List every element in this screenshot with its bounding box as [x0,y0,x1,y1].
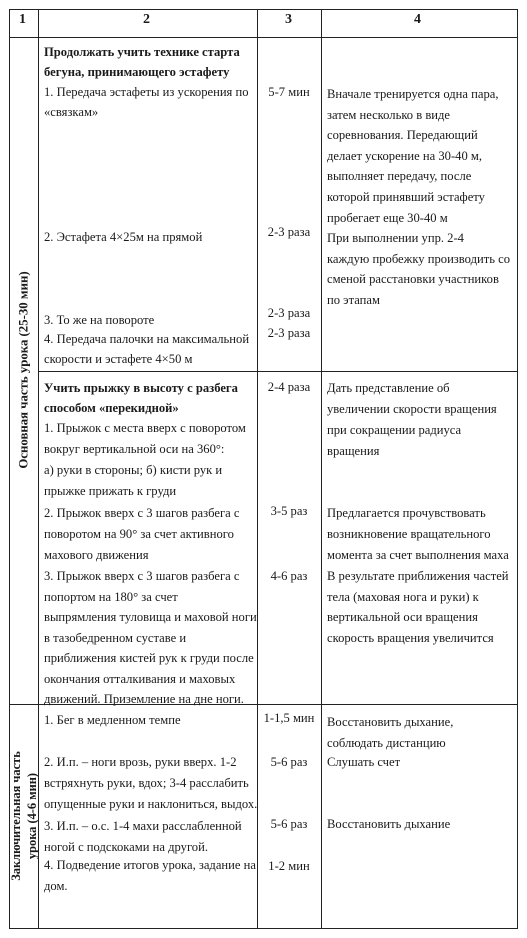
block1-note-line: выполняет передачу, после [327,169,472,184]
block1-note-line: каждую пробежку производить со [327,251,511,266]
header-col-1: 1 [19,12,26,27]
block2-item-2-note [327,503,509,566]
block2-item-3 [44,566,257,710]
block2-title-dose: 2-4 раза [267,380,311,394]
block2-item-1-line: а) руки в стороны; б) кисти рук и [44,463,223,477]
header-col-4: 4 [414,12,421,27]
block1-note-line: сменой расстановки участников [327,272,499,287]
header-col-2: 2 [143,12,150,27]
final-item-3 [44,816,242,858]
final-item-4-line: дом. [44,879,68,893]
block2-title [44,378,238,418]
final-item-1-note [327,712,453,754]
block2-item-3-note [327,566,509,648]
column-divider-3 [321,9,322,929]
block2-note-line: скорость вращения увеличится [327,630,494,645]
block1-note-line: Вначале тренируется одна пара, [327,87,499,101]
block1-item-4 [44,329,249,369]
table-border-right [517,9,518,929]
block2-item-1-line: вокруг вертикальной оси на 360°: [44,442,225,456]
block1-note-line: затем несколько в виде [327,107,451,122]
table-border-bottom [9,928,518,929]
final-item-2-line: опущенные руки и наклониться, выдох. [44,797,258,811]
block1-item-2: 2. Эстафета 4×25м на прямой [44,230,203,244]
block2-title-line-1: Учить прыжку в высоту с разбега [44,381,238,395]
block2-item-3-dose: 4-6 раз [270,569,308,583]
section-final-label-line-2: урока (4-6 мин) [25,772,39,860]
block1-note-line: пробегает еще 30-40 м [327,210,448,225]
header-col-3: 3 [285,12,292,27]
block2-title-line-2: способом «перекидной» [44,401,179,415]
final-item-2-line: встряхнуть руки, вдох; 3-4 расслабить [44,776,249,790]
final-item-3-line: ногой с подскоками на другой. [44,840,208,854]
block2-note-line: увеличении скорости вращения [327,402,497,416]
section-final-label [8,751,40,881]
block2-item-3-line: попортом на 180° за счет [44,589,178,604]
block2-note-line: тела (маховая нога и руки) к [327,589,479,604]
block1-item-3-dose: 2-3 раза [267,306,311,320]
block1-note-line: делает ускорение на 30-40 м, [327,148,483,163]
final-item-4-dose: 1-2 мин [268,859,310,873]
final-item-3-dose: 5-6 раз [270,817,308,831]
block2-item-1-line: прыжке прижать к груди [44,484,177,498]
block2-note-line: В результате приближения частей [327,569,509,583]
header-bottom-rule [9,37,518,38]
block2-item-1 [44,418,246,502]
block1-note-line: соревнования. Передающий [327,128,478,143]
final-item-3-note: Восстановить дыхание [327,817,451,831]
final-item-1: 1. Бег в медленном темпе [44,713,181,727]
block1-title [44,42,240,82]
section-final-label-line-1: Заключительная часть [9,751,23,881]
block2-item-2-dose: 3-5 раз [270,504,308,518]
section-main-label: Основная часть урока (25-30 мин) [16,271,31,469]
block2-item-1-line: 1. Прыжок с места вверх с поворотом [44,421,246,435]
block1-item-4-line-2: скорости и эстафете 4×50 м [44,352,193,366]
block2-item-3-line: приближения кистей рук к груди после [44,651,254,665]
block1-notes-1 [327,84,499,228]
block1-item-4-line-1: 4. Передача палочки на максимальной [44,332,250,346]
block1-notes-2 [327,228,510,310]
final-note-line: Восстановить дыхание, [327,715,454,729]
block2-note-line: вертикальной оси вращения [327,610,478,624]
block2-item-3-line: окончания отталкивания и маховых [44,671,236,686]
block1-item-1-line-2: «связкам» [44,105,99,119]
final-note-line: соблюдать дистанцию [327,736,446,750]
block2-item-2-line: 2. Прыжок вверх с 3 шагов разбега с [44,506,240,520]
block1-item-3: 3. То же на повороте [44,313,155,327]
block1-note-line: которой принявший эстафету [327,189,485,204]
final-item-2-line: 2. И.п. – ноги врозь, руки вверх. 1-2 [44,755,237,769]
block1-note-line: по этапам [327,292,380,307]
block-divider-rule [38,371,518,372]
block2-note-line: Предлагается прочувствовать [327,506,486,520]
block2-title-note [327,378,497,462]
block2-item-3-line: в тазобедренном суставе и [44,630,187,645]
block1-title-line-2: бегуна, принимающего эстафету [44,65,230,79]
block2-note-line: возникновение вращательного [327,527,491,541]
final-item-3-line: 3. И.п. – о.с. 1-4 махи расслабленной [44,819,242,833]
block2-note-line: вращения [327,444,380,458]
block2-item-3-line: 3. Прыжок вверх с 3 шагов разбега с [44,569,240,583]
final-item-4-line: 4. Подведение итогов урока, задание на [44,858,256,872]
table-border-top [9,9,518,10]
block1-item-1-line-1: 1. Передача эстафеты из ускорения по [44,85,249,99]
block1-item-1-dose: 5-7 мин [268,85,310,99]
final-item-1-dose: 1-1,5 мин [263,711,315,725]
block1-item-2-dose: 2-3 раза [267,225,311,239]
block2-note-line: при сокращении радиуса [327,423,462,437]
final-item-4 [44,855,256,897]
final-item-2-dose: 5-6 раз [270,755,308,769]
block2-item-2-line: махового движения [44,548,149,562]
block2-item-2 [44,503,239,566]
block2-note-line: Дать представление об [327,381,450,395]
final-item-2 [44,752,257,815]
final-item-2-note: Слушать счет [327,755,401,769]
block1-item-1 [44,82,249,122]
block1-title-line-1: Продолжать учить технике старта [44,45,240,59]
block2-item-3-line: выпрямления туловища и маховой ноги [44,610,257,624]
block2-item-3-line: движений. Приземление на дне ноги. [44,692,244,706]
block1-note-line: При выполнении упр. 2-4 [327,231,464,245]
block2-item-2-line: поворотом на 90° за счет активного [44,527,234,541]
block1-item-4-dose: 2-3 раза [267,326,311,340]
block2-note-line: момента за счет выполнения маха [327,548,509,562]
